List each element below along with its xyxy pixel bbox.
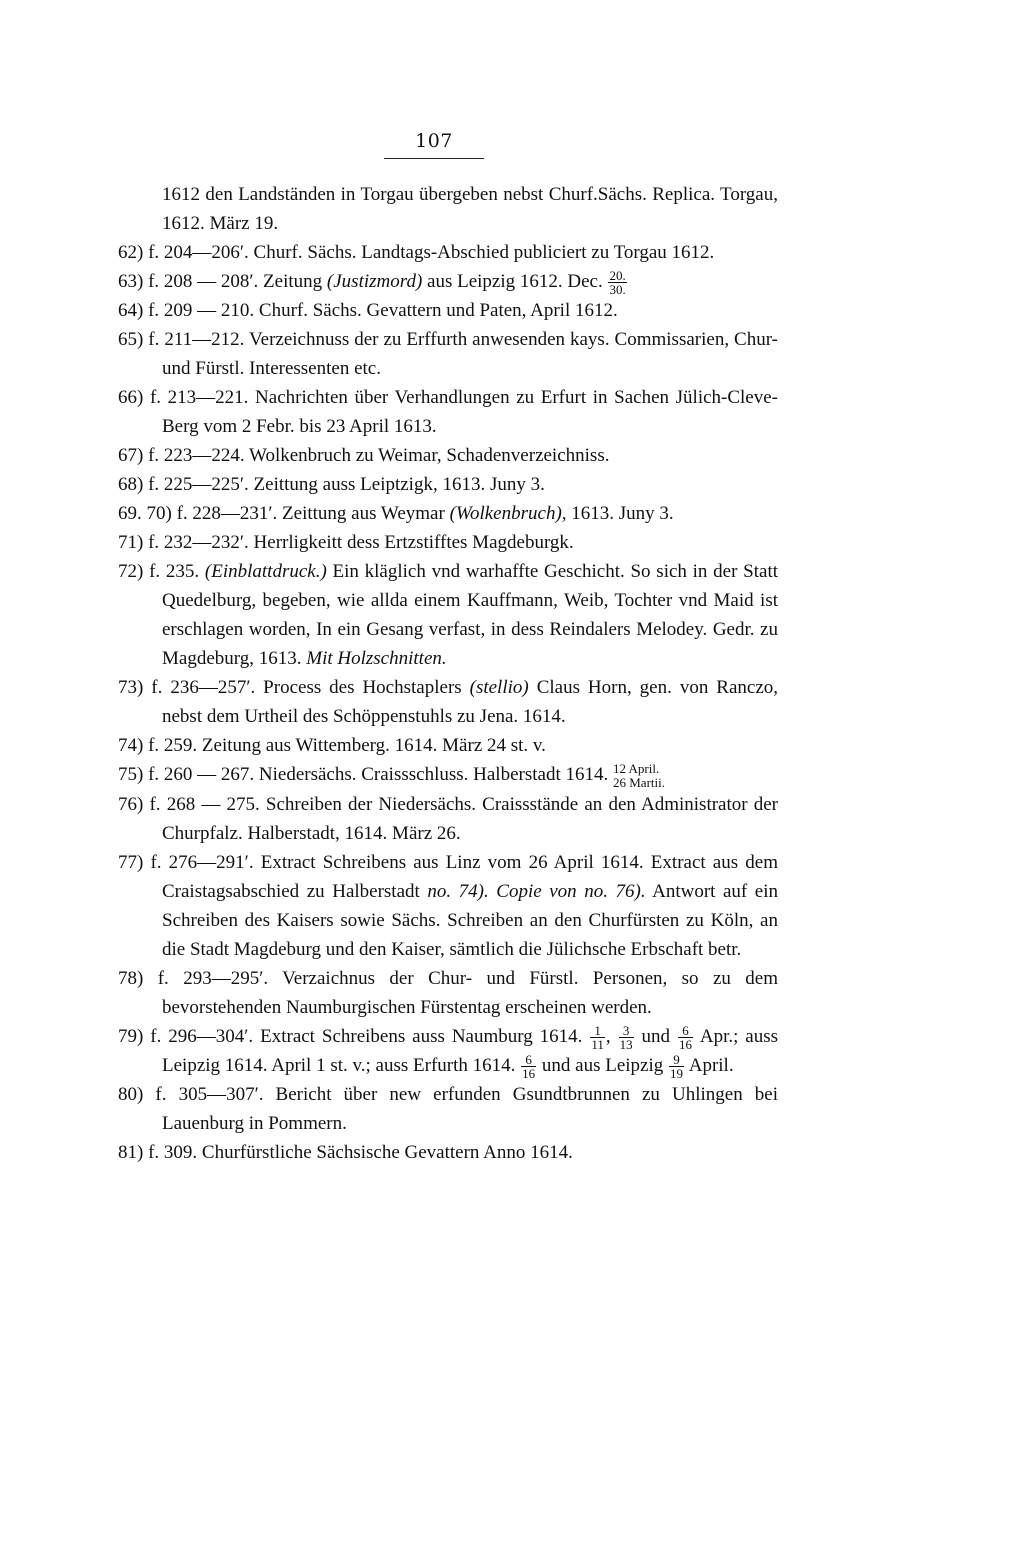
entry-79: 79) f. 296—304′. Extract Schreibens auss Naumburg 1614. $\frac{1}{11}$ , $\frac{3}{13}$ und $\frac{6}{16}$ Apr.; auss Leipzig 1614. April 1 st. v.; auss Erfurth 1614. $\frac{6}{16}$ und aus Leipzig $\frac{9}{19}$ April. <box>118 1022 779 1082</box>
entry-79-fraction-4: $\frac{6}{16}$ <box>522 1052 536 1082</box>
entry-81: 81) f. 309. Churfürstliche Sächsische Gevattern Anno 1614. <box>118 1142 573 1164</box>
entry-79-fraction-3: $\frac{6}{16}$ <box>678 1022 692 1052</box>
entry-73 <box>118 673 778 731</box>
entry-63 <box>118 267 778 296</box>
entry-73-text-b: Claus Horn, gen. von Ranczo, nebst dem Urtheil des Schöppenstuhls zu Jena. 1614. <box>162 677 778 728</box>
entry-80: 80) f. 305—307′. Bericht über new erfunden Gsundtbrunnen zu Uhlingen bei Lauenburg in Pommern. <box>118 1084 778 1135</box>
entry-66: 66) f. 213—221. Nachrichten über Verhandlungen zu Erfurt in Sachen Jülich-Cleve-Berg vom 2 Febr. bis 23 April 1613. <box>118 387 778 438</box>
entry-72-italic: (Einblattdruck.) <box>204 561 327 583</box>
entry-76: 76) f. 268 — 275. Schreiben der Niedersächs. Craissstände an den Administrator der Churpfalz. Halberstadt, 1614. März 26. <box>118 793 778 844</box>
entry-77-text: 77) f. 276—291′. Extract Schreibens aus Linz vom 26 April 1614. Extract aus dem Craistagsabschied zu Halberstadt <box>118 851 778 902</box>
entry-72 <box>118 557 778 673</box>
catalogue-entries <box>118 180 778 1167</box>
entry-74: 74) f. 259. Zeitung aus Wittemberg. 1614. März 24 st. v. <box>118 735 546 757</box>
entry-63-date-fraction: $\frac{20.}{30.}$ <box>609 268 626 298</box>
entry-69-italic: (Wolkenbruch) <box>449 503 562 525</box>
entry-69-70 <box>118 499 778 528</box>
entry-67: 67) f. 223—224. Wolkenbruch zu Weimar, Schadenverzeichniss. <box>118 445 610 467</box>
entry-71: 71) f. 232—232′. Herrligkeitt dess Ertzstifftes Magdeburgk. <box>118 532 574 554</box>
entry-78: 78) f. 293—295′. Verzaichnus der Chur- und Fürstl. Personen, so zu dem bevorstehenden Naumburgischen Fürstentag erscheinen werden. <box>118 967 778 1018</box>
page-number-rule <box>384 158 484 159</box>
entry-77 <box>118 848 778 964</box>
entry-79-fraction-2: $\frac{3}{13}$ <box>619 1022 633 1052</box>
entry-64: 64) f. 209 — 210. Churf. Sächs. Gevattern und Paten, April 1612. <box>118 300 618 322</box>
entry-75 <box>118 760 778 790</box>
entry-72-italic-note: Mit Holzschnitten. <box>306 648 447 670</box>
entry-77-italic: no. 74). Copie von no. 76). <box>427 880 646 902</box>
entry-63-text-b: aus Leipzig 1612. Dec. <box>422 271 608 292</box>
page-number: 107 <box>415 130 453 152</box>
entry-79-text: 79) f. 296—304′. Extract Schreibens auss Naumburg 1614. <box>118 1025 590 1047</box>
entry-69-text: 69. 70) f. 228—231′. Zeittung aus Weymar <box>118 503 450 525</box>
entry-63-italic: (Justizmord) <box>326 271 423 292</box>
entry-continuation: 1612 den Landständen in Torgau übergeben nebst Churf.Sächs. Replica. Torgau, 1612. März 19. <box>162 184 778 234</box>
entry-62: 62) f. 204—206′. Churf. Sächs. Landtags-Abschied publiciert zu Torgau 1612. <box>118 242 715 263</box>
entry-65: 65) f. 211—212. Verzeichnuss der zu Erffurth anwesenden kays. Commissarien, Chur- und Fürstl. Interessenten etc. <box>118 329 778 380</box>
entry-72-text-b: Ein kläglich vnd warhaffte Geschicht. So sich in der Statt Quedelburg, begeben, wie allda einem Kauffmann, Weib, Tochter vnd Maid ist erschlagen worden, In ein Gesang verfast, in dess Reindalers Melodey. Gedr. zu Magdeburg, 1613. <box>162 561 779 670</box>
entry-79-fraction-1: $\frac{1}{11}$ <box>591 1022 604 1052</box>
entry-77-text-b: Antwort auf ein Schreiben des Kaisers sowie Sächs. Schreiben an den Churfürsten zu Köln, an die Stadt Magdeburg und den Kaiser, sämtlich die Jülichsche Erbschaft betr. <box>162 880 778 960</box>
entry-79-text-b: Apr.; auss Leipzig 1614. April 1 st. v.; auss Erfurth 1614. <box>162 1025 779 1076</box>
entry-72-text: 72) f. 235. <box>118 561 205 583</box>
entry-69-text-b: , 1613. Juny 3. <box>561 503 674 525</box>
entry-75-text: 75) f. 260 — 267. Niedersächs. Craissschluss. Halberstadt 1614. <box>118 764 613 786</box>
entry-73-italic: (stellio) <box>469 677 529 699</box>
entry-68: 68) f. 225—225′. Zeittung auss Leiptzigk, 1613. Juny 3. <box>118 474 545 496</box>
entry-73-text: 73) f. 236—257′. Process des Hochstaplers <box>118 677 470 699</box>
entry-63-text: 63) f. 208 — 208′. Zeitung <box>118 271 327 292</box>
entry-79-fraction-5: $\frac{9}{19}$ <box>670 1052 684 1082</box>
entry-75-date-stack: 12 April. 26 Martii. <box>612 760 665 790</box>
